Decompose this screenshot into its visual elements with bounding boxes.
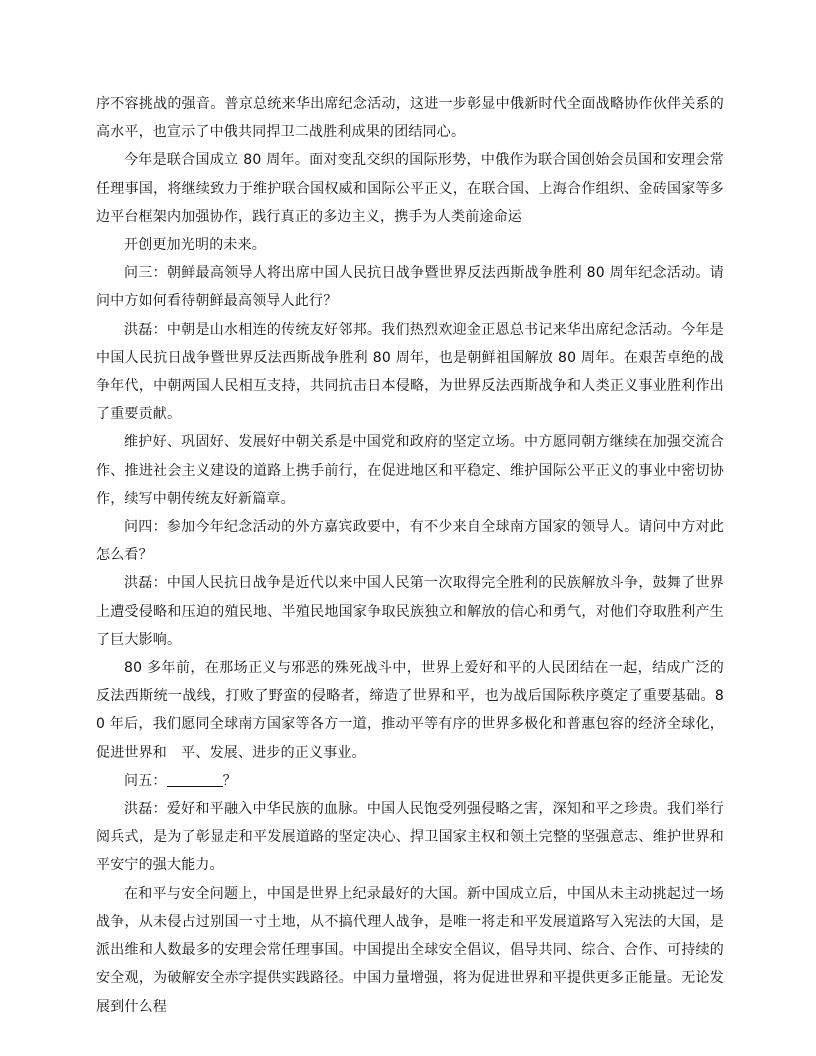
paragraph-brighter-future: 开创更加光明的未来。 <box>124 237 266 254</box>
paragraph-80-years-ago: 80 多年前，在那场正义与邪恶的殊死战斗中，世界上爱好和平的人民团结在一起，结成广泛的反法西斯统一战线，打败了野蛮的侵略者，缔造了世界和平，也为战后国际秩序奠定了重要基础。80 年后，我们愿同全球南方国家等各方一道，推动平等有序的世界多极化和普惠包容的经济全球化，促进世界和 平、发展、进步的正义事业。 <box>96 660 724 761</box>
fill-in-blank[interactable] <box>167 772 223 787</box>
paragraph-continuation: 序不容挑战的强音。普京总统来华出席纪念活动，这进一步彰显中俄新时代全面战略协作伙伴关系的高水平，也宣示了中俄共同捍卫二战胜利成果的团结同心。 <box>96 96 724 141</box>
answer-five: 洪磊：爱好和平融入中华民族的血脉。中国人民饱受列强侵略之害，深知和平之珍贵。我们举行阅兵式，是为了彰显走和平发展道路的坚定决心、捍卫国家主权和领土完整的坚强意志、维护世界和平安宁的强大能力。 <box>96 801 724 874</box>
answer-four: 洪磊：中国人民抗日战争是近代以来中国人民第一次取得完全胜利的民族解放斗争，鼓舞了世界上遭受侵略和压迫的殖民地、半殖民地国家争取民族独立和解放的信心和勇气，对他们夺取胜利产生了巨大影响。 <box>96 575 724 648</box>
answer-three: 洪磊：中朝是山水相连的传统友好邻邦。我们热烈欢迎金正恩总书记来华出席纪念活动。今年是中国人民抗日战争暨世界反法西斯战争胜利 80 周年，也是朝鲜祖国解放 80 周年。在艰苦卓绝的战争年代，中朝两国人民相互支持，共同抗击日本侵略，为世界反法西斯战争和人类正义事业胜利作出了重要贡献。 <box>96 321 724 423</box>
paragraph-china-dprk-relations: 维护好、巩固好、发展好中朝关系是中国党和政府的坚定立场。中方愿同朝方继续在加强交流合作、推进社会主义建设的道路上携手前行，在促进地区和平稳定、维护国际公平正义的事业中密切协作，续写中朝传统友好新篇章。 <box>96 434 724 507</box>
paragraph-peace-security: 在和平与安全问题上，中国是世界上纪录最好的大国。新中国成立后，中国从未主动挑起过一场战争，从未侵占过别国一寸土地，从不搞代理人战争，是唯一将走和平发展道路写入宪法的大国，是派出维和人数最多的安理会常任理事国。中国提出全球安全倡议，倡导共同、综合、合作、可持续的安全观，为破解安全赤字提供实践路径。中国力量增强，将为促进世界和平提供更多正能量。无论发展到什么程 <box>96 885 724 1015</box>
question-four: 问四：参加今年纪念活动的外方嘉宾政要中，有不少来自全球南方国家的领导人。请问中方对此怎么看？ <box>96 519 724 564</box>
question-five <box>96 767 724 795</box>
question-five-label: 问五： <box>124 772 167 789</box>
question-five-mark: ？ <box>222 772 237 789</box>
paragraph-un-80th: 今年是联合国成立 80 周年。面对变乱交织的国际形势，中俄作为联合国创始会员国和安理会常任理事国，将继续致力于维护联合国权威和国际公平正义，在联合国、上海合作组织、金砖国家等多边平台框架内加强协作，践行真正的多边主义，携手为人类前途命运 <box>96 152 724 225</box>
document-body <box>96 90 724 1021</box>
question-three: 问三：朝鲜最高领导人将出席中国人民抗日战争暨世界反法西斯战争胜利 80 周年纪念活动。请问中方如何看待朝鲜最高领导人此行？ <box>96 265 724 310</box>
